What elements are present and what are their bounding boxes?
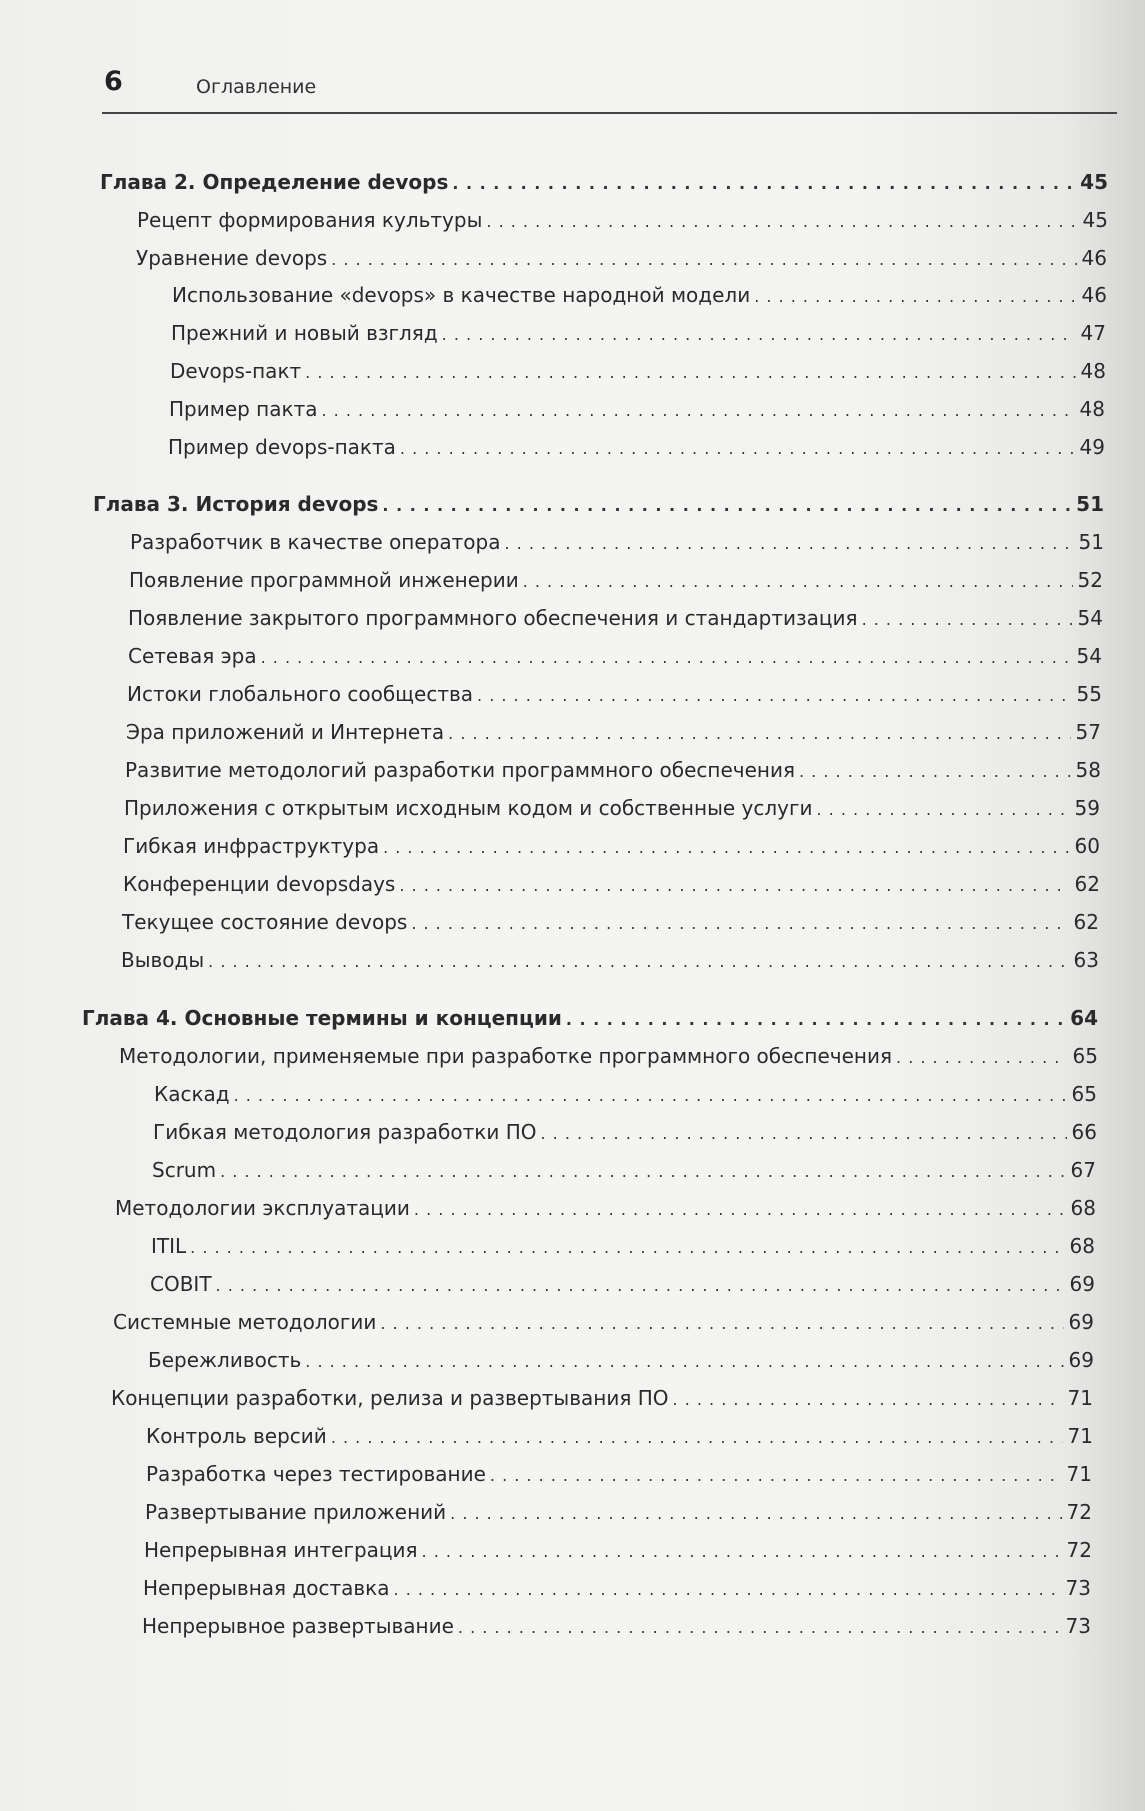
toc-entry-title: Пример пакта <box>169 397 318 421</box>
toc-page-number: 58 <box>1075 758 1101 782</box>
toc-entry <box>137 208 1108 238</box>
toc-entry <box>154 1082 1097 1112</box>
toc-entry-title: Конференции devopsdays <box>123 872 396 896</box>
toc-entry-title: Методологии эксплуатации <box>115 1196 410 1220</box>
toc-entry-title: Разработчик в качестве оператора <box>130 530 501 554</box>
toc-page-number: 55 <box>1076 682 1102 706</box>
toc-entry <box>121 948 1099 978</box>
toc-entry <box>168 435 1105 465</box>
dot-leader <box>896 1048 1068 1067</box>
dot-leader <box>331 1428 1063 1447</box>
toc-entry-title: Рецепт формирования культуры <box>137 208 483 232</box>
toc-entry <box>153 1120 1097 1150</box>
toc-entry <box>169 397 1105 427</box>
toc-page-number: 73 <box>1065 1614 1091 1638</box>
toc-entry-title: Использование «devops» в качестве народной модели <box>172 283 751 307</box>
toc-entry-title: Scrum <box>152 1158 217 1182</box>
toc-page-number: 47 <box>1080 321 1106 345</box>
toc-entry <box>111 1386 1093 1416</box>
dot-leader <box>486 212 1078 231</box>
toc-entry-title: Непрерывная доставка <box>143 1576 390 1600</box>
toc-entry-title: Текущее состояние devops <box>122 910 408 934</box>
toc-entry <box>119 1044 1098 1074</box>
toc-page-number: 69 <box>1069 1272 1095 1296</box>
dot-leader <box>673 1390 1063 1409</box>
toc-page-number: 57 <box>1075 720 1101 744</box>
toc-entry <box>171 321 1106 351</box>
toc-entry <box>113 1310 1094 1340</box>
toc-entry-title: Истоки глобального сообщества <box>127 682 474 706</box>
toc-entry <box>115 1196 1096 1226</box>
toc-entry-title: Выводы <box>121 948 205 972</box>
dot-leader <box>234 1086 1067 1105</box>
dot-leader <box>862 610 1073 629</box>
toc-entry-title: Глава 4. Основные термины и концепции <box>82 1006 562 1030</box>
toc-entry-title: Появление программной инженерии <box>129 568 519 592</box>
dot-leader <box>322 401 1076 420</box>
toc-entry <box>125 758 1101 788</box>
toc-entry <box>127 682 1102 712</box>
toc-entry <box>152 1158 1096 1188</box>
toc-page-number: 45 <box>1080 170 1108 194</box>
toc-page-number: 51 <box>1076 492 1104 516</box>
dot-leader <box>422 1542 1062 1561</box>
toc-entry <box>145 1500 1092 1530</box>
toc-page-number: 67 <box>1070 1158 1096 1182</box>
toc-page-number: 48 <box>1080 359 1106 383</box>
toc-entry <box>151 1234 1095 1264</box>
toc-page-number: 71 <box>1067 1386 1093 1410</box>
toc-entry-title: Непрерывное развертывание <box>142 1614 454 1638</box>
toc-entry-title: ITIL <box>151 1234 187 1258</box>
dot-leader <box>504 534 1074 553</box>
toc-page-number: 64 <box>1070 1006 1098 1030</box>
toc-entry <box>124 796 1100 826</box>
toc-entry-title: Глава 3. История devops <box>93 492 379 516</box>
toc-entry <box>146 1424 1093 1454</box>
toc-page-number: 68 <box>1070 1196 1096 1220</box>
toc-entry-title: Пример devops-пакта <box>168 435 396 459</box>
dot-leader <box>400 439 1075 458</box>
dot-leader <box>523 572 1073 591</box>
dot-leader <box>754 287 1077 306</box>
dot-leader <box>414 1200 1066 1219</box>
toc-entry-title: Каскад <box>154 1082 230 1106</box>
toc-entry <box>122 910 1099 940</box>
toc-page-number: 49 <box>1079 435 1105 459</box>
toc-page-number: 65 <box>1071 1082 1097 1106</box>
toc-entry-title: Devops-пакт <box>170 359 302 383</box>
toc-entry-title: Глава 2. Определение devops <box>100 170 449 194</box>
dot-leader <box>305 363 1076 382</box>
toc-entry-title: Эра приложений и Интернета <box>126 720 445 744</box>
dot-leader <box>190 1238 1065 1257</box>
toc-page-number: 62 <box>1074 872 1100 896</box>
toc-page-number: 72 <box>1066 1500 1092 1524</box>
toc-page-number: 69 <box>1068 1310 1094 1334</box>
toc-entry-title: Появление закрытого программного обеспечения и стандартизация <box>128 606 858 630</box>
toc-chapter-entry <box>100 170 1108 200</box>
dot-leader <box>541 1124 1068 1143</box>
dot-leader <box>817 800 1071 819</box>
dot-leader <box>331 250 1077 269</box>
dot-leader <box>411 914 1069 933</box>
toc-page-number: 73 <box>1065 1576 1091 1600</box>
page-number: 6 <box>104 66 123 97</box>
toc-page-number: 45 <box>1082 208 1108 232</box>
toc-entry-title: Развитие методологий разработки программного обеспечения <box>125 758 795 782</box>
toc-entry-title: Системные методологии <box>113 1310 377 1334</box>
dot-leader <box>450 1504 1062 1523</box>
dot-leader <box>208 952 1069 971</box>
toc-chapter-entry <box>93 492 1104 522</box>
dot-leader <box>261 648 1072 667</box>
dot-leader <box>477 686 1072 705</box>
dot-leader <box>394 1580 1061 1599</box>
toc-entry-title: Сетевая эра <box>128 644 257 668</box>
toc-entry <box>172 283 1107 313</box>
dot-leader <box>380 1314 1064 1333</box>
toc-entry <box>143 1576 1091 1606</box>
toc-entry-title: Уравнение devops <box>136 246 328 270</box>
toc-page-number: 62 <box>1073 910 1099 934</box>
toc-page-number: 51 <box>1078 530 1104 554</box>
toc-entry <box>142 1614 1091 1644</box>
toc-entry-title: Концепции разработки, релиза и развертывания ПО <box>111 1386 669 1410</box>
toc-page-number: 46 <box>1081 283 1107 307</box>
toc-entry <box>128 606 1103 636</box>
dot-leader <box>458 1618 1061 1637</box>
toc-page-number: 54 <box>1076 644 1102 668</box>
toc-entry-title: Методологии, применяемые при разработке программного обеспечения <box>119 1044 893 1068</box>
toc-entry <box>146 1462 1092 1492</box>
dot-leader <box>220 1162 1066 1181</box>
dot-leader <box>382 496 1072 515</box>
dot-leader <box>442 325 1076 344</box>
dot-leader <box>448 724 1071 743</box>
dot-leader <box>799 762 1071 781</box>
dot-leader <box>452 174 1076 193</box>
toc-page-number: 71 <box>1066 1462 1092 1486</box>
toc-entry <box>150 1272 1095 1302</box>
toc-page-number: 66 <box>1071 1120 1097 1144</box>
toc-entry <box>136 246 1107 276</box>
toc-entry <box>130 530 1104 560</box>
toc-page-number: 72 <box>1066 1538 1092 1562</box>
toc-page-number: 52 <box>1077 568 1103 592</box>
toc-entry-title: Гибкая методология разработки ПО <box>153 1120 537 1144</box>
toc-entry <box>129 568 1103 598</box>
toc-entry <box>170 359 1106 389</box>
toc-entry-title: Приложения с открытым исходным кодом и собственные услуги <box>124 796 813 820</box>
toc-entry <box>148 1348 1094 1378</box>
toc-entry-title: Гибкая инфраструктура <box>123 834 380 858</box>
toc-entry <box>128 644 1102 674</box>
toc-page-number: 71 <box>1067 1424 1093 1448</box>
running-title: Оглавление <box>196 76 317 98</box>
toc-page-number: 54 <box>1077 606 1103 630</box>
toc-entry-title: Контроль версий <box>146 1424 327 1448</box>
dot-leader <box>383 838 1070 857</box>
toc-page-number: 48 <box>1079 397 1105 421</box>
toc-page-number: 69 <box>1068 1348 1094 1372</box>
toc-page-number: 60 <box>1074 834 1100 858</box>
dot-leader <box>399 876 1070 895</box>
toc-page-number: 46 <box>1081 246 1107 270</box>
toc-entry <box>144 1538 1092 1568</box>
toc-entry <box>123 834 1100 864</box>
dot-leader <box>305 1352 1064 1371</box>
toc-entry-title: Прежний и новый взгляд <box>171 321 438 345</box>
toc-page-number: 68 <box>1069 1234 1095 1258</box>
dot-leader <box>216 1276 1065 1295</box>
dot-leader <box>566 1010 1066 1029</box>
toc-entry-title: Непрерывная интеграция <box>144 1538 418 1562</box>
toc-chapter-entry <box>82 1006 1098 1036</box>
toc-page-number: 65 <box>1072 1044 1098 1068</box>
toc-entry-title: Бережливость <box>148 1348 302 1372</box>
toc-entry-title: Развертывание приложений <box>145 1500 447 1524</box>
toc-entry <box>123 872 1100 902</box>
toc-entry-title: COBIT <box>150 1272 212 1296</box>
toc-entry <box>126 720 1101 750</box>
toc-page-number: 59 <box>1074 796 1100 820</box>
toc-entry-title: Разработка через тестирование <box>146 1462 486 1486</box>
dot-leader <box>490 1466 1062 1485</box>
toc-page-number: 63 <box>1073 948 1099 972</box>
